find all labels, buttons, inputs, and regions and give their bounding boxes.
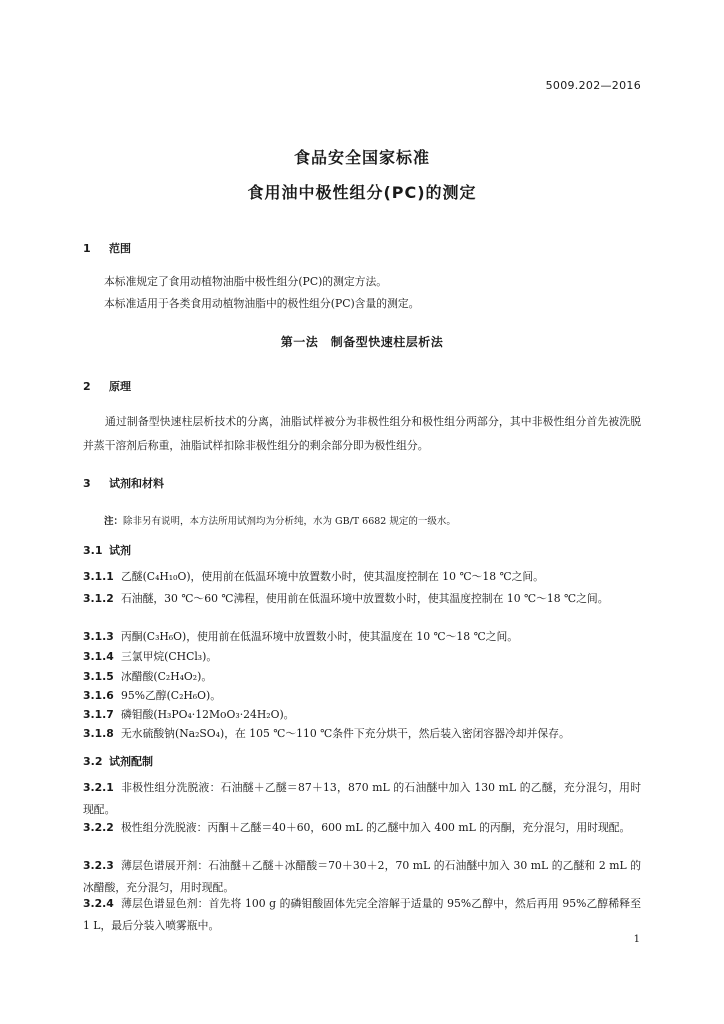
document-title: 食品安全国家标准	[293, 148, 430, 167]
item-number: 3.1.7	[83, 708, 114, 721]
item-text: 丙酮(C₃H₆O)，使用前在低温环境中放置数小时，使其温度在 10 ℃～18 ℃之间。	[121, 630, 519, 643]
section-number: 3.1	[83, 544, 103, 557]
reagent-item	[83, 566, 641, 588]
item-number: 3.1.5	[83, 670, 114, 683]
reagent-item	[83, 723, 641, 745]
reagent-item	[83, 646, 641, 668]
item-number: 3.1.8	[83, 727, 114, 740]
item-text: 无水硫酸钠(Na₂SO₄)，在 105 ℃～110 ℃条件下充分烘干，然后装入密闭容器冷却并保存。	[121, 727, 570, 740]
section-number: 3	[83, 477, 91, 490]
item-number: 3.1.2	[83, 592, 114, 605]
section-title: 范围	[109, 242, 131, 255]
section-title: 试剂配制	[109, 755, 153, 768]
section-number: 3.2	[83, 755, 103, 768]
item-number: 3.2.1	[83, 781, 114, 794]
reagent-item	[83, 588, 641, 610]
section-number: 2	[83, 380, 91, 393]
preparation-item	[83, 817, 641, 839]
note	[104, 513, 456, 527]
preparation-item	[83, 777, 641, 821]
section-3-heading	[83, 475, 164, 491]
section-3-1-heading	[83, 542, 131, 558]
page-number: 1	[633, 934, 640, 945]
item-number: 3.2.2	[83, 821, 114, 834]
principle-paragraph: 通过制备型快速柱层析技术的分离，油脂试样被分为非极性组分和极性组分两部分，其中非极性组分首先被洗脱并蒸干溶剂后称重，油脂试样扣除非极性组分的剩余部分即为极性组分。	[83, 415, 641, 452]
item-number: 3.1.1	[83, 570, 114, 583]
item-text: 薄层色谱展开剂：石油醚＋乙醚＋冰醋酸＝70＋30＋2，70 mL 的石油醚中加入 30 mL 的乙醚和 2 mL 的冰醋酸，充分混匀，用时现配。	[83, 859, 641, 894]
method-heading: 第一法 制备型快速柱层析法	[280, 335, 444, 349]
reagent-item	[83, 626, 641, 648]
section-number: 1	[83, 242, 91, 255]
item-text: 磷钼酸(H₃PO₄·12MoO₃·24H₂O)。	[121, 708, 295, 721]
item-text: 三氯甲烷(CHCl₃)。	[121, 650, 218, 663]
item-text: 非极性组分洗脱液：石油醚＋乙醚＝87＋13，870 mL 的石油醚中加入 130 mL 的乙醚，充分混匀，用时现配。	[83, 781, 641, 816]
note-text: 除非另有说明，本方法所用试剂均为分析纯，水为 GB/T 6682 规定的一级水。	[123, 516, 456, 527]
section-1-heading	[83, 240, 131, 256]
scope-paragraph-2: 本标准适用于各类食用动植物油脂中的极性组分(PC)含量的测定。	[104, 297, 420, 310]
document-subtitle: 食用油中极性组分(PC)的测定	[247, 183, 477, 202]
item-text: 薄层色谱显色剂：首先将 100 g 的磷钼酸固体先完全溶解于适量的 95%乙醇中，然后再用 95%乙醇稀释至 1 L，最后分装入喷雾瓶中。	[83, 897, 641, 932]
note-label: 注：	[104, 516, 124, 527]
section-title: 试剂和材料	[109, 477, 164, 490]
item-text: 乙醚(C₄H₁₀O)，使用前在低温环境中放置数小时，使其温度控制在 10 ℃～18 ℃之间。	[121, 570, 544, 583]
item-number: 3.2.3	[83, 859, 114, 872]
section-3-2-heading	[83, 753, 153, 769]
item-number: 3.1.4	[83, 650, 114, 663]
section-title: 试剂	[109, 544, 131, 557]
item-text: 冰醋酸(C₂H₄O₂)。	[121, 670, 213, 683]
scope-paragraph-1: 本标准规定了食用动植物油脂中极性组分(PC)的测定方法。	[104, 275, 388, 288]
item-number: 3.2.4	[83, 897, 114, 910]
item-text: 极性组分洗脱液：丙酮＋乙醚＝40＋60，600 mL 的乙醚中加入 400 mL 的丙酮，充分混匀，用时现配。	[121, 821, 631, 834]
standard-number: 5009.202—2016	[545, 79, 641, 92]
item-text: 95%乙醇(C₂H₆O)。	[121, 689, 221, 702]
item-number: 3.1.3	[83, 630, 114, 643]
item-number: 3.1.6	[83, 689, 114, 702]
section-title: 原理	[109, 380, 131, 393]
preparation-item	[83, 893, 641, 937]
item-text: 石油醚，30 ℃～60 ℃沸程，使用前在低温环境中放置数小时，使其温度控制在 10 ℃～18 ℃之间。	[121, 592, 609, 605]
section-2-heading	[83, 378, 131, 394]
